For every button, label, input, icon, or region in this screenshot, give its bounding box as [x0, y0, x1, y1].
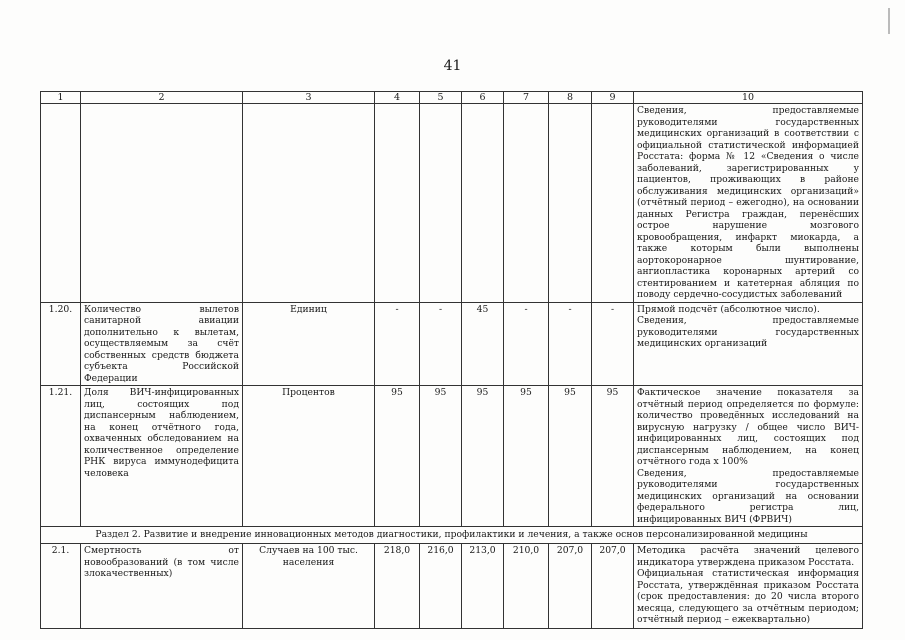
source-text: Сведения, предоставляемые руководителями государственных медицинских организаций [637, 315, 859, 349]
value-cell: 207,0 [549, 544, 592, 629]
header-cell: 6 [462, 92, 504, 104]
page-number: 41 [443, 58, 462, 74]
method-text: Методика расчёта значений целевого индикатора утверждена приказом Росстата. [637, 545, 859, 568]
value-cell: 213,0 [462, 544, 504, 629]
value-cell: - [549, 302, 592, 386]
value-cell: 95 [504, 386, 549, 527]
source-text: Сведения, предоставляемые руководителями государственных медицинских организаций на основании федерального регистра лиц, инфицированных ВИЧ (ФРВИЧ) [637, 467, 859, 525]
source-cell: Сведения, предоставляемые руководителями государственных медицинских организаций в соответствии с официальной статистической информацией Росстата: форма № 12 «Сведения о числе заболеваний, зарегистрированных у пациентов, проживающих в районе обслуживания медицинских организаций» (отчётный период – ежегодно), на основании данных Регистра граждан, перенёсших острое нарушение мозгового кровообращения, инфаркт миокарда, а также которым были выполнены аортокоронарное шунтирование, ангиопластика коронарных артерий со стентированием и катетерная абляция по поводу сердечно-сосудистых заболеваний [634, 104, 863, 303]
value-cell: - [375, 302, 420, 386]
unit-cell: Процентов [243, 386, 375, 527]
header-cell: 4 [375, 92, 420, 104]
value-cell: 95 [462, 386, 504, 527]
header-cell: 10 [634, 92, 863, 104]
row-number: 1.21. [41, 386, 81, 527]
unit-cell: Единиц [243, 302, 375, 386]
indicators-table [40, 91, 863, 629]
value-cell: 95 [420, 386, 462, 527]
unit-cell: Случаев на 100 тыс. населения [243, 544, 375, 629]
header-cell: 5 [420, 92, 462, 104]
table-row [41, 302, 863, 386]
section-row [41, 527, 863, 544]
value-cell: 95 [549, 386, 592, 527]
table-row [41, 544, 863, 629]
table-row [41, 104, 863, 303]
indicator-name: Количество вылетов санитарной авиации дополнительно к вылетам, осуществляемым за счёт собственных средств бюджета субъекта Российской Федерации [81, 302, 243, 386]
source-cell [634, 544, 863, 629]
scan-mark [888, 8, 890, 34]
indicator-name: Смертность от новообразований (в том числе злокачественных) [81, 544, 243, 629]
header-cell: 9 [592, 92, 634, 104]
header-cell: 8 [549, 92, 592, 104]
value-cell: 210,0 [504, 544, 549, 629]
header-cell: 2 [81, 92, 243, 104]
value-cell: 218,0 [375, 544, 420, 629]
header-cell: 3 [243, 92, 375, 104]
value-cell: 207,0 [592, 544, 634, 629]
header-cell: 1 [41, 92, 81, 104]
source-cell [634, 386, 863, 527]
table-row [41, 386, 863, 527]
source-text: Официальная статистическая информация Росстата, утверждённая приказом Росстата (срок предоставления: до 20 числа второго месяца, следующего за отчётным периодом; отчётный период – ежеквартально) [637, 568, 859, 625]
source-cell [634, 302, 863, 386]
value-cell: 95 [592, 386, 634, 527]
method-text: Прямой подсчёт (абсолютное число). [637, 303, 820, 315]
method-text: Фактическое значение показателя за отчётный период определяется по формуле: количество проведённых исследований на вирусную нагрузку / общее число ВИЧ-инфицированных лиц, состоящих под диспансерным наблюдением, на конец отчётного года х 100% [637, 387, 859, 467]
header-cell: 7 [504, 92, 549, 104]
indicator-name: Доля ВИЧ-инфицированных лиц, состоящих под диспансерным наблюдением, на конец отчётного года, охваченных обследованием на количественное определение РНК вируса иммунодефицита человека [81, 386, 243, 527]
value-cell: 45 [462, 302, 504, 386]
value-cell: - [420, 302, 462, 386]
value-cell: - [592, 302, 634, 386]
value-cell: 95 [375, 386, 420, 527]
row-number: 1.20. [41, 302, 81, 386]
row-number: 2.1. [41, 544, 81, 629]
value-cell: - [504, 302, 549, 386]
value-cell: 216,0 [420, 544, 462, 629]
header-row [41, 92, 863, 104]
section-title: Раздел 2. Развитие и внедрение инновационных методов диагностики, профилактики и лечения, а также основ персонализированной медицины [41, 527, 863, 544]
